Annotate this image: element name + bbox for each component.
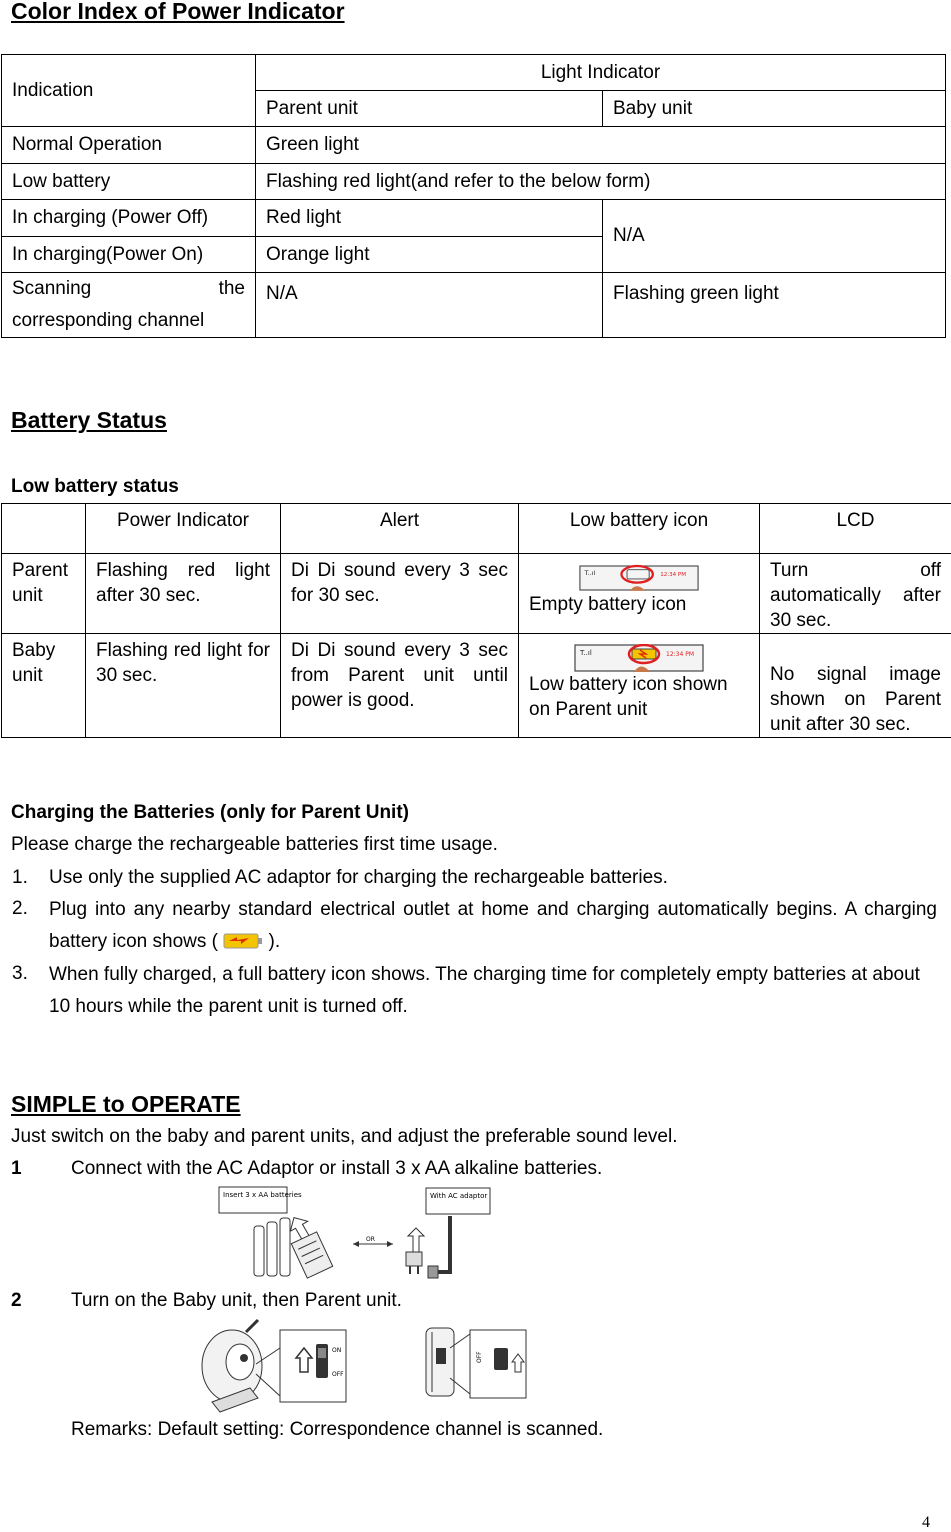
icon-caption-baby: Low battery icon shown on Parent unit — [529, 672, 749, 722]
item-number: 2. — [12, 898, 28, 920]
row-indication-scanning — [2, 273, 256, 338]
row-indication: In charging(Power On) — [2, 237, 256, 273]
icon-cell-parent — [519, 554, 760, 634]
icon-cell-baby — [519, 634, 760, 738]
row-indication: In charging (Power Off) — [2, 200, 256, 237]
charging-battery-icon — [223, 932, 263, 950]
low-battery-icon — [574, 644, 704, 672]
svg-text:T..ıl: T..ıl — [584, 569, 596, 577]
header-indication: Indication — [2, 55, 256, 127]
row-indication: Normal Operation — [2, 127, 256, 164]
header-low-battery-icon: Low battery icon — [519, 504, 760, 554]
header-empty — [2, 504, 86, 554]
label-on: ON — [332, 1347, 341, 1354]
row-parent: Orange light — [256, 237, 603, 273]
item-number: 3. — [12, 963, 28, 985]
scanning-line2: corresponding channel — [12, 305, 245, 337]
item-text-before: Plug into any nearby standard electrical outlet at home and charging automatically begins. A charging battery icon shows ( — [49, 899, 937, 952]
row-parent: N/A — [256, 273, 603, 338]
label-adaptor: With AC adaptor — [430, 1192, 487, 1200]
row-parent: Red light — [256, 200, 603, 237]
svg-text:12:34 PM: 12:34 PM — [666, 651, 694, 658]
svg-text:T..ıl: T..ıl — [579, 649, 592, 657]
operate-title: SIMPLE to OPERATE — [11, 1091, 241, 1118]
row-baby: Flashing green light — [603, 273, 946, 338]
header-baby-unit: Baby unit — [603, 91, 946, 127]
item-number: 1. — [12, 866, 28, 890]
item-text: Use only the supplied AC adaptor for charging the rechargeable batteries. — [49, 866, 937, 890]
step-number: 1 — [11, 1158, 22, 1180]
item-text-2 — [49, 894, 937, 958]
step-number: 2 — [11, 1290, 22, 1312]
lcd-parent: Turn off automatically after 30 sec. — [760, 554, 951, 634]
batteries-adaptor-illustration — [218, 1186, 498, 1281]
charging-title: Charging the Batteries (only for Parent Unit) — [11, 802, 409, 824]
item-text-after: ). — [269, 931, 281, 952]
row-value: Flashing red light(and refer to the below form) — [256, 164, 946, 200]
step-text: Connect with the AC Adaptor or install 3 x AA alkaline batteries. — [71, 1158, 602, 1180]
header-lcd: LCD — [760, 504, 951, 554]
item-text: When fully charged, a full battery icon shows. The charging time for completely empty batteries at about 10 hours while the parent unit is turned off. — [49, 959, 937, 1023]
row-indication: Low battery — [2, 164, 256, 200]
header-alert: Alert — [281, 504, 519, 554]
step-text: Turn on the Baby unit, then Parent unit. — [71, 1290, 402, 1312]
power-parent: Flashing red light after 30 sec. — [86, 554, 281, 634]
battery-status-table — [1, 503, 951, 738]
label-batteries: Insert 3 x AA batteries — [223, 1191, 302, 1199]
page-number: 4 — [922, 1514, 930, 1532]
unit-baby: Baby unit — [2, 634, 86, 738]
remarks: Remarks: Default setting: Correspondence channel is scanned. — [71, 1419, 603, 1441]
empty-battery-icon — [579, 564, 699, 592]
color-index-title: Color Index of Power Indicator — [11, 0, 345, 25]
label-off: OFF — [332, 1371, 344, 1378]
header-parent-unit: Parent unit — [256, 91, 603, 127]
unit-parent: Parent unit — [2, 554, 86, 634]
svg-text:12:34 PM: 12:34 PM — [660, 572, 686, 578]
charging-intro: Please charge the rechargeable batteries first time usage. — [11, 834, 498, 856]
row-baby-merged: N/A — [603, 200, 946, 273]
operate-intro: Just switch on the baby and parent units, and adjust the preferable sound level. — [11, 1126, 677, 1148]
alert-baby: Di Di sound every 3 sec from Parent unit until power is good. — [281, 634, 519, 738]
battery-status-title: Battery Status — [11, 407, 167, 434]
scanning-line1: Scanning the — [12, 273, 245, 305]
row-value: Green light — [256, 127, 946, 164]
color-index-table — [1, 54, 946, 338]
lcd-baby: No signal image shown on Parent unit after 30 sec. — [760, 634, 951, 738]
alert-parent: Di Di sound every 3 sec for 30 sec. — [281, 554, 519, 634]
header-power-indicator: Power Indicator — [86, 504, 281, 554]
power-on-illustration — [200, 1318, 540, 1413]
power-baby: Flashing red light for 30 sec. — [86, 634, 281, 738]
label-or: OR — [366, 1236, 375, 1243]
icon-caption-parent: Empty battery icon — [529, 592, 749, 617]
header-light-indicator: Light Indicator — [256, 55, 946, 91]
low-battery-subtitle: Low battery status — [11, 476, 179, 498]
svg-text:OFF: OFF — [476, 1351, 483, 1363]
